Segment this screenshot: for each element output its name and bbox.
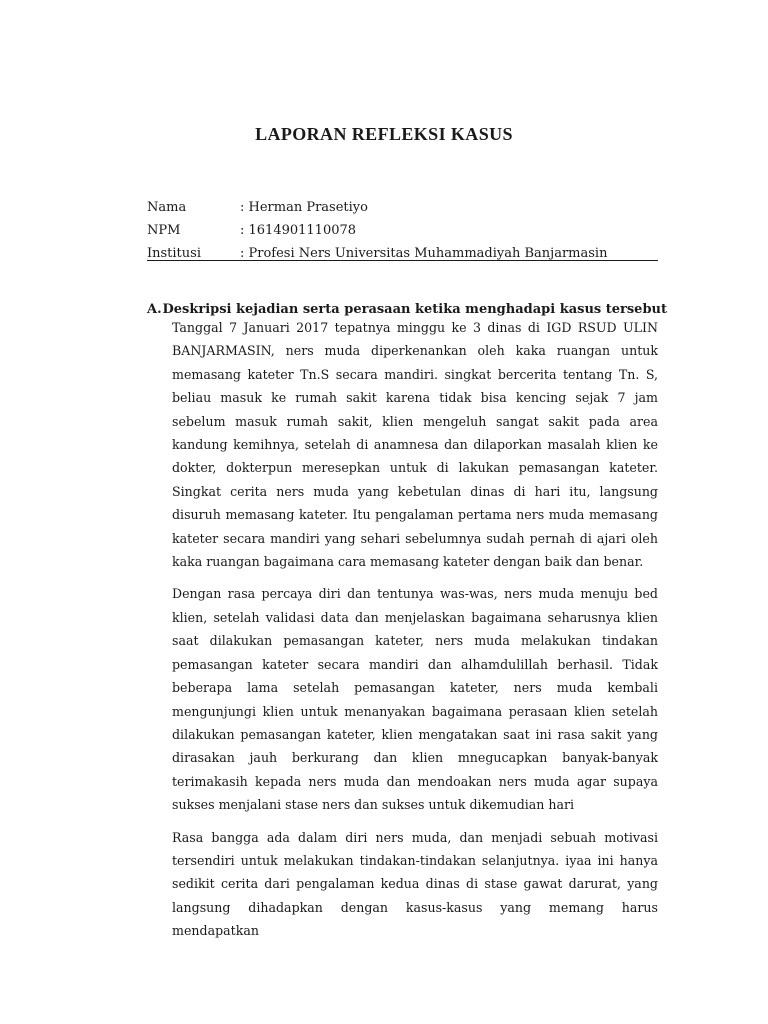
section-a-body [172,316,658,952]
identity-row-npm [147,221,658,244]
paragraph: Tanggal 7 Januari 2017 tepatnya minggu ke 3 dinas di IGD RSUD ULIN BANJARMASIN, ners muda diperkenankan oleh kaka ruangan untuk memasang kateter Tn.S secara mandiri. singkat bercerita tentang Tn. S, beliau masuk ke rumah sakit karena tidak bisa kencing sejak 7 jam sebelum masuk rumah sakit, klien mengeluh sangat sakit pada area kandung kemihnya, setelah di anamnesa dan dilaporkan masalah klien ke dokter, dokterpun meresepkan untuk di lakukan pemasangan kateter. Singkat cerita ners muda yang kebetulan dinas di hari itu, langsung disuruh memasang kateter. Itu pengalaman pertama ners muda memasang kateter secara mandiri yang sehari sebelumnya sudah pernah di ajari oleh kaka ruangan bagaimana cara memasang kateter dengan baik dan benar. [172,320,658,570]
identity-label: Institusi [147,246,201,261]
identity-table [147,198,658,267]
section-heading-text: Deskripsi kejadian serta perasaan ketika menghadapi kasus tersebut [162,302,667,317]
identity-row-institusi [147,244,658,267]
identity-value: : Herman Prasetiyo [240,200,368,215]
section-marker: A. [147,302,162,317]
document-title: LAPORAN REFLEKSI KASUS [255,124,513,144]
identity-label: NPM [147,223,181,238]
identity-row-nama [147,198,658,221]
paragraph: Rasa bangga ada dalam diri ners muda, dan menjadi sebuah motivasi tersendiri untuk melakukan tindakan-tindakan selanjutnya. iyaa ini hanya sedikit cerita dari pengalaman kedua dinas di stase gawat darurat, yang langsung dihadapkan dengan kasus-kasus yang memang harus mendapatkan [172,829,658,939]
paragraph: Dengan rasa percaya diri dan tentunya was-was, ners muda menuju bed klien, setelah validasi data dan menjelaskan bagaimana seharusnya klien saat dilakukan pemasangan kateter, ners muda melakukan tindakan pemasangan kateter secara mandiri dan alhamdulillah berhasil. Tidak beberapa lama setelah pemasangan kateter, ners muda kembali mengunjungi klien untuk menanyakan bagaimana perasaan klien setelah dilakukan pemasangan kateter, klien mengatakan saat ini rasa sakit yang dirasakan jauh berkurang dan klien mnegucapkan banyak-banyak terimakasih kepada ners muda dan mendoakan ners muda agar supaya sukses menjalani stase ners dan sukses untuk dikemudian hari [172,586,658,813]
identity-label: Nama [147,200,187,215]
identity-divider [147,260,658,261]
section-a-heading [147,302,667,317]
identity-value: : Profesi Ners Universitas Muhammadiyah Banjarmasin [240,246,608,261]
identity-value: : 1614901110078 [240,223,357,238]
